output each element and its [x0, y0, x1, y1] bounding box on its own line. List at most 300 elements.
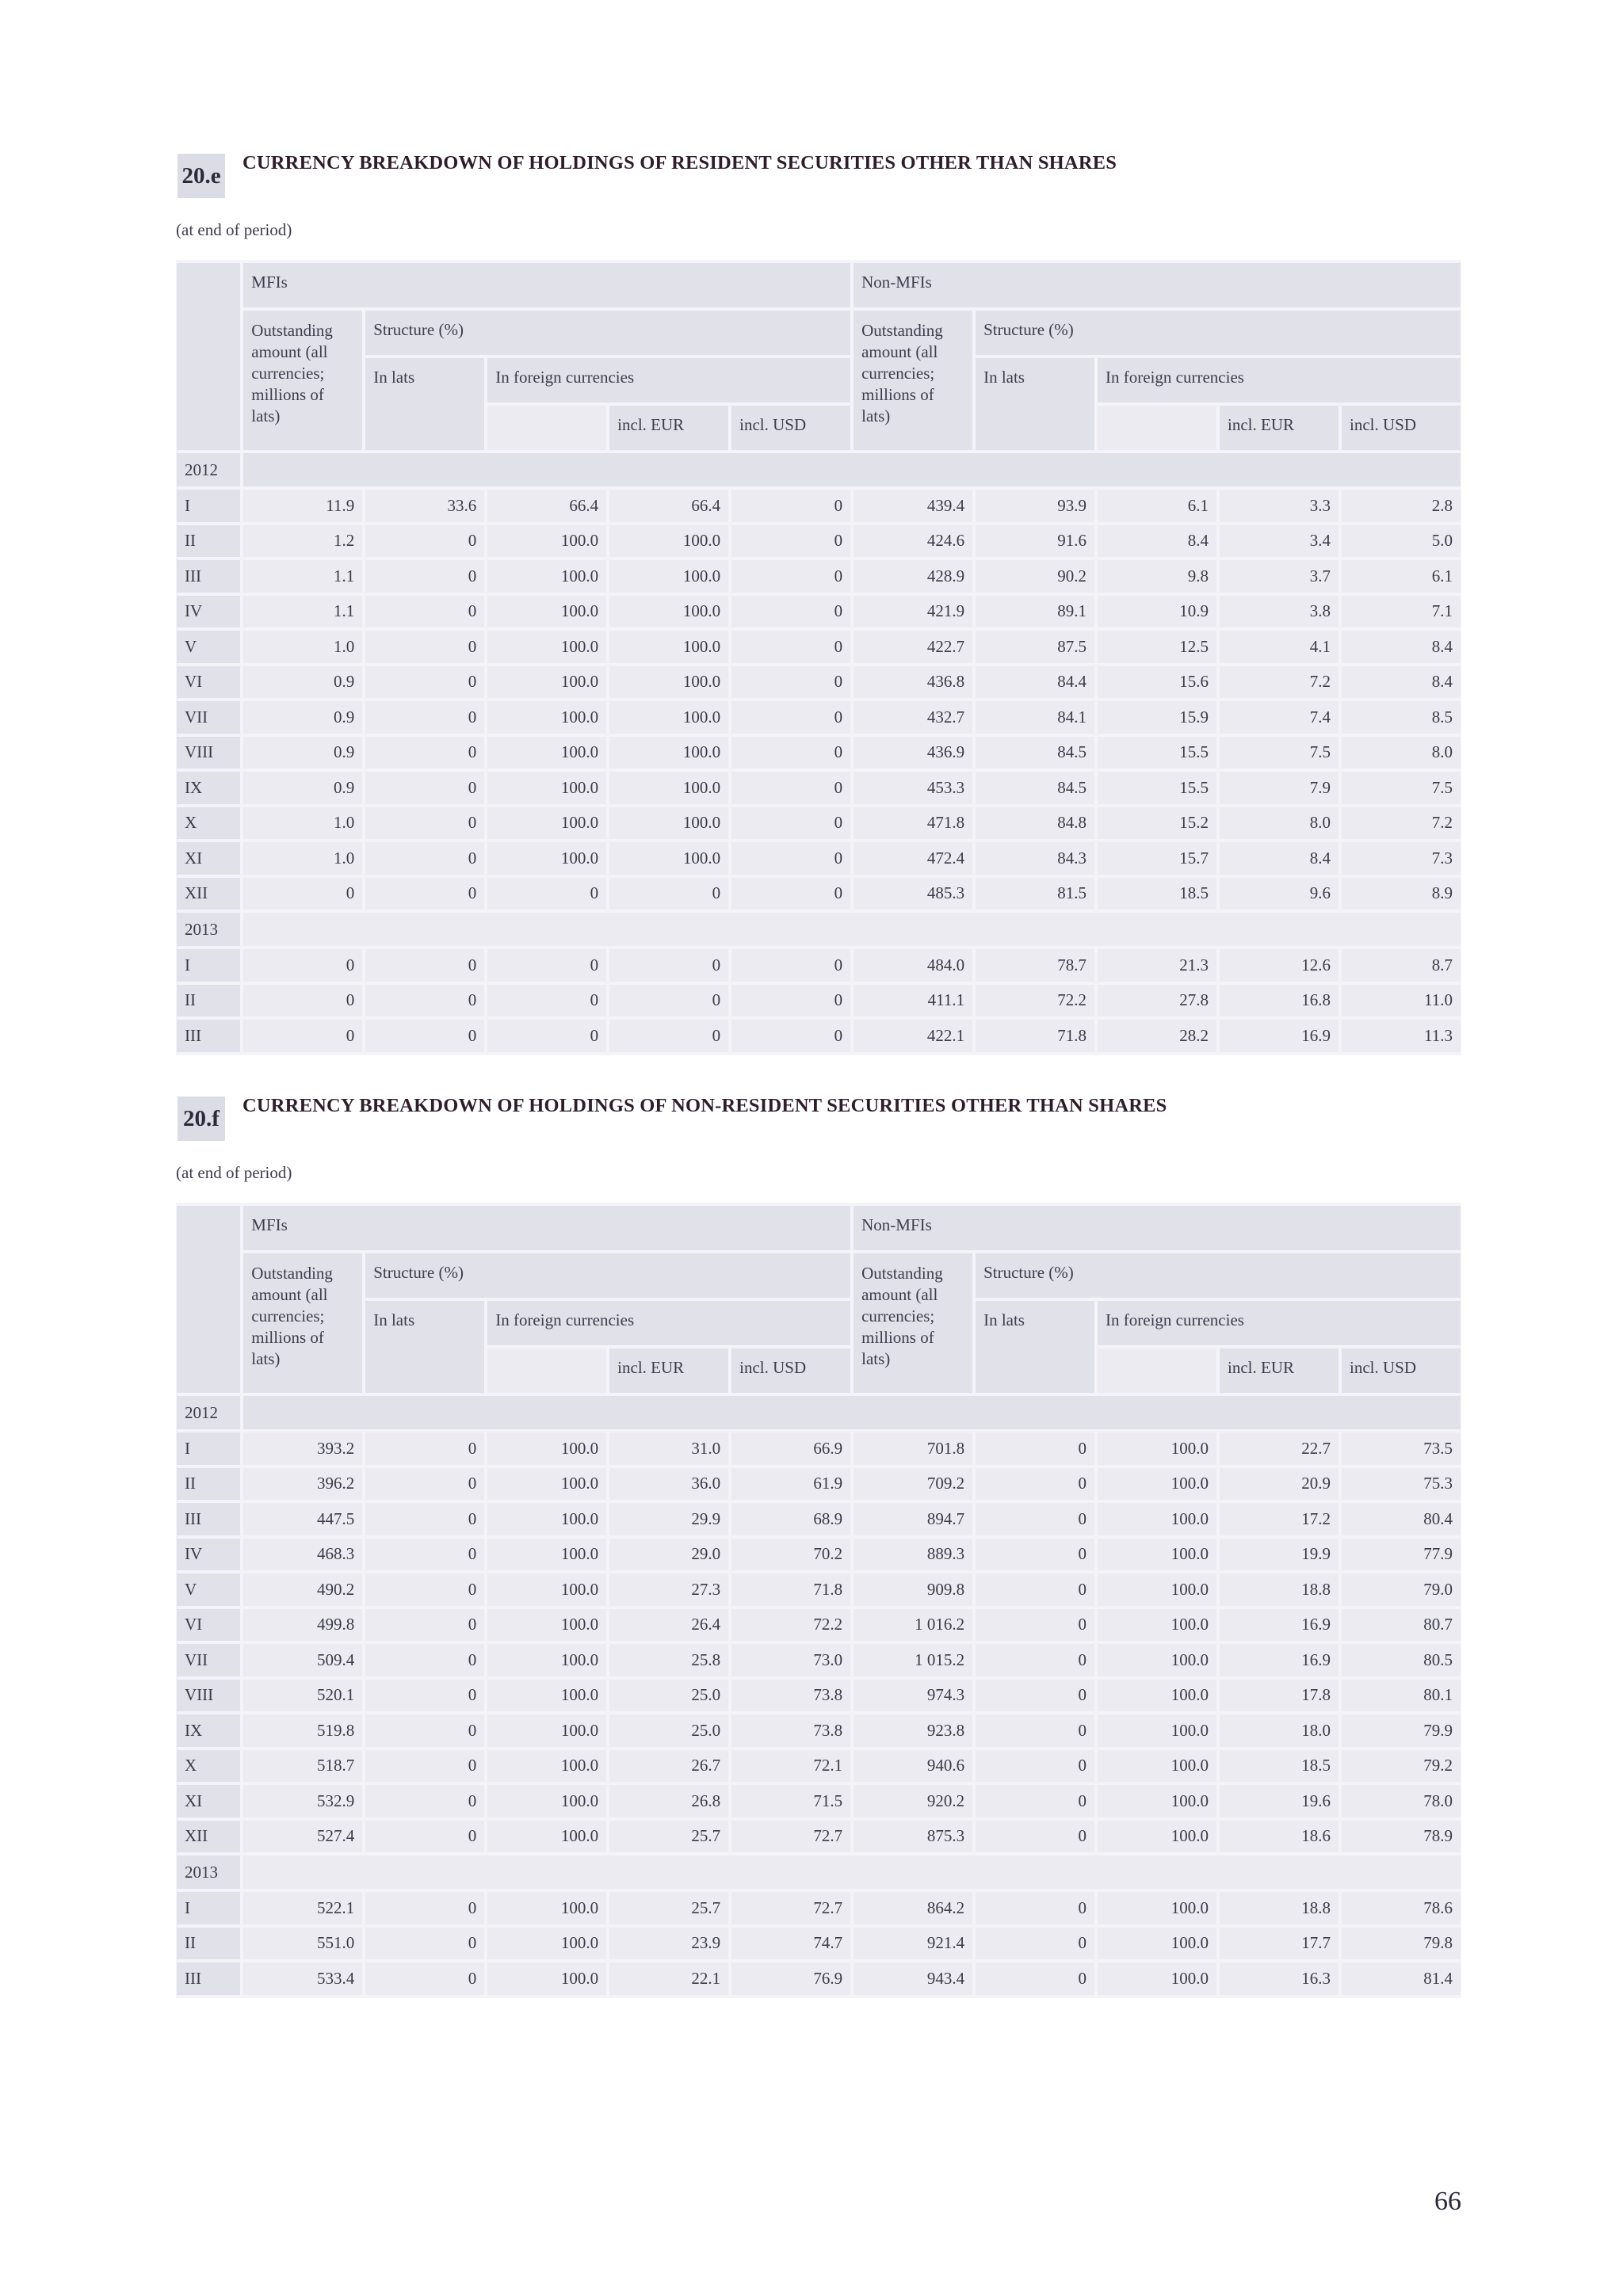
- table-cell: 12.6: [1220, 949, 1338, 982]
- table-cell: 0: [609, 949, 728, 982]
- table-cell: 0: [976, 1432, 1094, 1465]
- section-header: [176, 1090, 1461, 1142]
- table-cell: 29.9: [609, 1503, 728, 1535]
- table-row: [177, 1785, 1461, 1817]
- table-cell: 36.0: [609, 1468, 728, 1501]
- table-cell: 22.1: [609, 1962, 728, 1995]
- table-cell: 84.1: [976, 701, 1094, 734]
- table-cell: 0: [609, 985, 728, 1017]
- table-row: [177, 842, 1461, 875]
- table-cell: 18.8: [1220, 1892, 1338, 1924]
- table-cell: 79.9: [1342, 1714, 1461, 1747]
- table-cell: 100.0: [487, 1503, 606, 1535]
- table-cell: 468.3: [243, 1539, 362, 1571]
- table-cell: 79.8: [1342, 1928, 1461, 1960]
- table-row: [177, 1892, 1461, 1924]
- table-cell: 520.1: [243, 1680, 362, 1712]
- table-cell: 3.8: [1220, 596, 1338, 628]
- table-cell: 432.7: [854, 701, 972, 734]
- table-cell: 0: [365, 737, 484, 769]
- table-cell: 79.0: [1342, 1573, 1461, 1606]
- table-cell: 100.0: [487, 807, 606, 840]
- table-cell: 17.7: [1220, 1928, 1338, 1960]
- table-cell: 66.9: [731, 1432, 850, 1465]
- year-row-fill: [243, 913, 1461, 946]
- table-cell: 709.2: [854, 1468, 972, 1501]
- table-cell: 0: [976, 1714, 1094, 1747]
- table-cell: 0: [365, 1962, 484, 1995]
- table-cell: 100.0: [1098, 1539, 1216, 1571]
- section-header: [176, 147, 1461, 200]
- month-label: IV: [177, 1539, 240, 1571]
- table-row: [177, 1680, 1461, 1712]
- blank-header-cell: [1098, 406, 1216, 450]
- table-cell: 447.5: [243, 1503, 362, 1535]
- table-cell: 9.6: [1220, 878, 1338, 910]
- incl-eur-header-non-mfis: incl. EUR: [1220, 1348, 1338, 1393]
- table-cell: 72.2: [976, 985, 1094, 1017]
- month-label: VII: [177, 1644, 240, 1676]
- month-label: II: [177, 1468, 240, 1501]
- table-cell: 23.9: [609, 1928, 728, 1960]
- table-code: 20.e: [178, 154, 225, 198]
- table-cell: 15.2: [1098, 807, 1216, 840]
- table-cell: 0: [243, 878, 362, 910]
- table-row: [177, 560, 1461, 593]
- table-cell: 518.7: [243, 1750, 362, 1783]
- table-cell: 421.9: [854, 596, 972, 628]
- table-cell: 78.7: [976, 949, 1094, 982]
- table-cell: 100.0: [1098, 1821, 1216, 1853]
- table-cell: 73.8: [731, 1680, 850, 1712]
- table-row: [177, 525, 1461, 558]
- table-cell: 33.6: [365, 490, 484, 522]
- table-cell: 0: [976, 1539, 1094, 1571]
- table-cell: 100.0: [487, 525, 606, 558]
- table-cell: 1 016.2: [854, 1609, 972, 1642]
- table-cell: 6.1: [1342, 560, 1461, 593]
- table-cell: 0.9: [243, 737, 362, 769]
- table-cell: 89.1: [976, 596, 1094, 628]
- table-cell: 0: [731, 596, 850, 628]
- table-cell: 3.3: [1220, 490, 1338, 522]
- table-cell: 100.0: [609, 666, 728, 699]
- blank-header-cell: [487, 406, 606, 450]
- table-cell: 0: [487, 985, 606, 1017]
- month-label: III: [177, 560, 240, 593]
- table-cell: 19.6: [1220, 1785, 1338, 1817]
- table-cell: 551.0: [243, 1928, 362, 1960]
- table-cell: 0: [365, 560, 484, 593]
- data-table: [174, 260, 1464, 1055]
- table-body: [177, 453, 1461, 1052]
- table-cell: 422.7: [854, 631, 972, 663]
- table-cell: 0: [731, 525, 850, 558]
- in-foreign-header-non-mfis: In foreign currencies: [1098, 1301, 1461, 1345]
- year-row-fill: [243, 453, 1461, 486]
- table-cell: 18.0: [1220, 1714, 1338, 1747]
- table-cell: 72.7: [731, 1892, 850, 1924]
- table-row: [177, 949, 1461, 982]
- table-cell: 100.0: [609, 525, 728, 558]
- table-cell: 1 015.2: [854, 1644, 972, 1676]
- table-cell: 100.0: [1098, 1432, 1216, 1465]
- table-cell: 0: [365, 1539, 484, 1571]
- table-cell: 875.3: [854, 1821, 972, 1853]
- table-cell: 100.0: [1098, 1928, 1216, 1960]
- group-header-mfis: MFIs: [243, 263, 850, 307]
- table-cell: 19.9: [1220, 1539, 1338, 1571]
- period-note: (at end of period): [176, 1163, 292, 1182]
- amount-header-mfis: Outstanding amount (all currencies; millions of lats): [243, 1253, 362, 1393]
- table-cell: 0.9: [243, 701, 362, 734]
- table-cell: 0: [365, 1432, 484, 1465]
- table-cell: 26.7: [609, 1750, 728, 1783]
- table-row: [177, 490, 1461, 522]
- structure-header-mfis: Structure (%): [365, 1253, 850, 1298]
- table-cell: 889.3: [854, 1539, 972, 1571]
- table-cell: 100.0: [609, 807, 728, 840]
- table-cell: 100.0: [1098, 1609, 1216, 1642]
- table-cell: 8.4: [1342, 631, 1461, 663]
- table-cell: 20.9: [1220, 1468, 1338, 1501]
- table-cell: 100.0: [1098, 1750, 1216, 1783]
- table-row: [177, 1644, 1461, 1676]
- table-cell: 21.3: [1098, 949, 1216, 982]
- table-cell: 0: [365, 1714, 484, 1747]
- table-cell: 100.0: [487, 1928, 606, 1960]
- table-cell: 0: [365, 1892, 484, 1924]
- table-cell: 0: [365, 772, 484, 804]
- month-label: III: [177, 1020, 240, 1052]
- table-cell: 84.5: [976, 772, 1094, 804]
- incl-eur-header-non-mfis: incl. EUR: [1220, 406, 1338, 450]
- table-cell: 0: [365, 1928, 484, 1960]
- table-cell: 701.8: [854, 1432, 972, 1465]
- table-cell: 0: [731, 490, 850, 522]
- blank-header-cell: [487, 1348, 606, 1393]
- table-cell: 0: [976, 1821, 1094, 1853]
- table-cell: 10.9: [1098, 596, 1216, 628]
- amount-header-non-mfis: Outstanding amount (all currencies; millions of lats): [854, 1253, 972, 1393]
- table-cell: 0: [976, 1892, 1094, 1924]
- table-cell: 18.8: [1220, 1573, 1338, 1606]
- table-cell: 100.0: [1098, 1503, 1216, 1535]
- month-label: VII: [177, 701, 240, 734]
- year-row-fill: [243, 1855, 1461, 1889]
- table-cell: 0: [365, 1573, 484, 1606]
- table-cell: 0: [976, 1573, 1094, 1606]
- table-cell: 0: [609, 878, 728, 910]
- table-cell: 0: [243, 985, 362, 1017]
- table-cell: 100.0: [1098, 1468, 1216, 1501]
- table-cell: 3.4: [1220, 525, 1338, 558]
- table-cell: 5.0: [1342, 525, 1461, 558]
- amount-header-non-mfis: Outstanding amount (all currencies; millions of lats): [854, 311, 972, 450]
- table-section-20f: [176, 1090, 1461, 1998]
- table-cell: 25.7: [609, 1821, 728, 1853]
- month-label: III: [177, 1962, 240, 1995]
- table-cell: 15.9: [1098, 701, 1216, 734]
- table-cell: 0: [487, 1020, 606, 1052]
- table-cell: 909.8: [854, 1573, 972, 1606]
- page-number: 66: [1434, 2187, 1461, 2216]
- month-label: I: [177, 490, 240, 522]
- table-row: [177, 1962, 1461, 1995]
- table-cell: 25.7: [609, 1892, 728, 1924]
- blank-header-cell: [1098, 1348, 1216, 1393]
- period-note: (at end of period): [176, 220, 292, 239]
- table-cell: 509.4: [243, 1644, 362, 1676]
- table-cell: 78.6: [1342, 1892, 1461, 1924]
- incl-eur-header-mfis: incl. EUR: [609, 406, 728, 450]
- table-cell: 0: [365, 631, 484, 663]
- table-cell: 519.8: [243, 1714, 362, 1747]
- table-cell: 0: [731, 985, 850, 1017]
- table-cell: 484.0: [854, 949, 972, 982]
- table-cell: 7.2: [1342, 807, 1461, 840]
- table-body: [177, 1396, 1461, 1995]
- incl-usd-header-mfis: incl. USD: [731, 406, 850, 450]
- table-cell: 920.2: [854, 1785, 972, 1817]
- table-cell: 490.2: [243, 1573, 362, 1606]
- incl-usd-header-mfis: incl. USD: [731, 1348, 850, 1393]
- table-cell: 100.0: [487, 737, 606, 769]
- table-cell: 428.9: [854, 560, 972, 593]
- table-cell: 0: [731, 560, 850, 593]
- table-cell: 78.0: [1342, 1785, 1461, 1817]
- table-cell: 100.0: [487, 1714, 606, 1747]
- in-lats-header-non-mfis: In lats: [976, 358, 1094, 450]
- table-cell: 0: [243, 949, 362, 982]
- table-cell: 0: [365, 807, 484, 840]
- table-cell: 0: [976, 1644, 1094, 1676]
- incl-usd-header-non-mfis: incl. USD: [1342, 1348, 1461, 1393]
- table-cell: 393.2: [243, 1432, 362, 1465]
- table-cell: 16.9: [1220, 1609, 1338, 1642]
- table-cell: 100.0: [487, 631, 606, 663]
- table-row: [177, 1750, 1461, 1783]
- month-label: VIII: [177, 1680, 240, 1712]
- month-label: I: [177, 1432, 240, 1465]
- month-label: I: [177, 1892, 240, 1924]
- table-cell: 84.5: [976, 737, 1094, 769]
- table-cell: 100.0: [487, 1644, 606, 1676]
- year-label: 2013: [177, 913, 240, 946]
- table-cell: 15.6: [1098, 666, 1216, 699]
- table-cell: 29.0: [609, 1539, 728, 1571]
- table-row: [177, 666, 1461, 699]
- table-cell: 0: [731, 807, 850, 840]
- table-cell: 27.8: [1098, 985, 1216, 1017]
- table-cell: 100.0: [487, 1962, 606, 1995]
- table-cell: 91.6: [976, 525, 1094, 558]
- month-label: X: [177, 1750, 240, 1783]
- table-cell: 100.0: [609, 772, 728, 804]
- table-cell: 532.9: [243, 1785, 362, 1817]
- table-cell: 8.7: [1342, 949, 1461, 982]
- table-cell: 2.8: [1342, 490, 1461, 522]
- table-cell: 28.2: [1098, 1020, 1216, 1052]
- table-cell: 100.0: [1098, 1680, 1216, 1712]
- table-row: [177, 1609, 1461, 1642]
- table-cell: 100.0: [487, 1892, 606, 1924]
- table-row: [177, 1821, 1461, 1853]
- table-row: [177, 1432, 1461, 1465]
- month-label: IX: [177, 1714, 240, 1747]
- table-cell: 396.2: [243, 1468, 362, 1501]
- table-cell: 0: [731, 878, 850, 910]
- table-cell: 100.0: [487, 1539, 606, 1571]
- table-cell: 0: [976, 1609, 1094, 1642]
- table-cell: 100.0: [487, 596, 606, 628]
- amount-header-mfis: Outstanding amount (all currencies; millions of lats): [243, 311, 362, 450]
- table-cell: 71.8: [976, 1020, 1094, 1052]
- table-row: [177, 1020, 1461, 1052]
- table-panel: [176, 1203, 1461, 1998]
- year-row: [177, 1855, 1461, 1889]
- table-cell: 0: [365, 525, 484, 558]
- table-cell: 100.0: [1098, 1573, 1216, 1606]
- structure-header-non-mfis: Structure (%): [976, 1253, 1461, 1298]
- month-label: II: [177, 525, 240, 558]
- table-cell: 0: [365, 878, 484, 910]
- month-label: XI: [177, 1785, 240, 1817]
- table-cell: 9.8: [1098, 560, 1216, 593]
- table-cell: 17.8: [1220, 1680, 1338, 1712]
- table-cell: 0: [731, 631, 850, 663]
- table-cell: 76.9: [731, 1962, 850, 1995]
- month-label: VI: [177, 666, 240, 699]
- table-cell: 7.5: [1220, 737, 1338, 769]
- table-cell: 72.2: [731, 1609, 850, 1642]
- table-cell: 0: [365, 1680, 484, 1712]
- month-label: VI: [177, 1609, 240, 1642]
- table-cell: 15.7: [1098, 842, 1216, 875]
- table-cell: 0: [976, 1750, 1094, 1783]
- year-row: [177, 453, 1461, 486]
- table-cell: 73.0: [731, 1644, 850, 1676]
- structure-header-mfis: Structure (%): [365, 311, 850, 355]
- year-label: 2012: [177, 453, 240, 486]
- month-label: XII: [177, 1821, 240, 1853]
- table-cell: 424.6: [854, 525, 972, 558]
- table-cell: 26.4: [609, 1609, 728, 1642]
- table-cell: 26.8: [609, 1785, 728, 1817]
- table-cell: 7.4: [1220, 701, 1338, 734]
- table-cell: 0: [365, 949, 484, 982]
- table-cell: 0: [365, 596, 484, 628]
- table-row: [177, 1928, 1461, 1960]
- table-row: [177, 1468, 1461, 1501]
- month-label: V: [177, 631, 240, 663]
- table-cell: 6.1: [1098, 490, 1216, 522]
- table-cell: 22.7: [1220, 1432, 1338, 1465]
- table-row: [177, 737, 1461, 769]
- table-cell: 84.8: [976, 807, 1094, 840]
- table-cell: 100.0: [487, 666, 606, 699]
- table-cell: 16.9: [1220, 1644, 1338, 1676]
- table-cell: 0: [365, 1468, 484, 1501]
- table-cell: 0: [365, 1503, 484, 1535]
- table-cell: 422.1: [854, 1020, 972, 1052]
- table-row: [177, 701, 1461, 734]
- table-cell: 921.4: [854, 1928, 972, 1960]
- table-cell: 453.3: [854, 772, 972, 804]
- table-cell: 1.0: [243, 842, 362, 875]
- table-cell: 0: [365, 1020, 484, 1052]
- table-cell: 100.0: [609, 842, 728, 875]
- table-cell: 100.0: [487, 1680, 606, 1712]
- table-cell: 471.8: [854, 807, 972, 840]
- table-row: [177, 596, 1461, 628]
- month-label: V: [177, 1573, 240, 1606]
- table-cell: 4.1: [1220, 631, 1338, 663]
- table-cell: 100.0: [609, 631, 728, 663]
- table-cell: 100.0: [1098, 1644, 1216, 1676]
- table-cell: 533.4: [243, 1962, 362, 1995]
- table-cell: 0: [365, 1821, 484, 1853]
- table-cell: 81.4: [1342, 1962, 1461, 1995]
- table-cell: 72.1: [731, 1750, 850, 1783]
- table-cell: 8.0: [1220, 807, 1338, 840]
- table-cell: 80.5: [1342, 1644, 1461, 1676]
- table-cell: 0.9: [243, 666, 362, 699]
- group-header-non-mfis: Non-MFIs: [854, 1206, 1461, 1250]
- table-cell: 18.5: [1220, 1750, 1338, 1783]
- month-label: XI: [177, 842, 240, 875]
- table-cell: 0: [365, 701, 484, 734]
- table-cell: 90.2: [976, 560, 1094, 593]
- table-row: [177, 878, 1461, 910]
- table-cell: 894.7: [854, 1503, 972, 1535]
- table-cell: 522.1: [243, 1892, 362, 1924]
- table-cell: 12.5: [1098, 631, 1216, 663]
- table-cell: 84.4: [976, 666, 1094, 699]
- table-cell: 0: [976, 1962, 1094, 1995]
- table-panel: [176, 260, 1461, 1055]
- month-label: I: [177, 949, 240, 982]
- table-cell: 8.4: [1220, 842, 1338, 875]
- table-cell: 100.0: [1098, 1892, 1216, 1924]
- in-foreign-header-mfis: In foreign currencies: [487, 358, 850, 402]
- table-cell: 18.6: [1220, 1821, 1338, 1853]
- table-cell: 100.0: [487, 1750, 606, 1783]
- incl-usd-header-non-mfis: incl. USD: [1342, 406, 1461, 450]
- year-label: 2012: [177, 1396, 240, 1429]
- structure-header-non-mfis: Structure (%): [976, 311, 1461, 355]
- table-cell: 100.0: [487, 772, 606, 804]
- table-cell: 66.4: [609, 490, 728, 522]
- table-cell: 0: [365, 1750, 484, 1783]
- table-cell: 73.5: [1342, 1432, 1461, 1465]
- table-code: 20.f: [178, 1097, 225, 1141]
- table-cell: 0: [731, 701, 850, 734]
- table-cell: 0: [365, 985, 484, 1017]
- table-cell: 80.4: [1342, 1503, 1461, 1535]
- table-cell: 0: [365, 666, 484, 699]
- month-label: X: [177, 807, 240, 840]
- table-cell: 0: [976, 1680, 1094, 1712]
- table-title: CURRENCY BREAKDOWN OF HOLDINGS OF RESIDENT SECURITIES OTHER THAN SHARES: [242, 152, 1117, 174]
- year-row-fill: [243, 1396, 1461, 1429]
- table-cell: 16.9: [1220, 1020, 1338, 1052]
- table-cell: 923.8: [854, 1714, 972, 1747]
- table-cell: 79.2: [1342, 1750, 1461, 1783]
- table-cell: 527.4: [243, 1821, 362, 1853]
- table-cell: 15.5: [1098, 772, 1216, 804]
- table-cell: 7.5: [1342, 772, 1461, 804]
